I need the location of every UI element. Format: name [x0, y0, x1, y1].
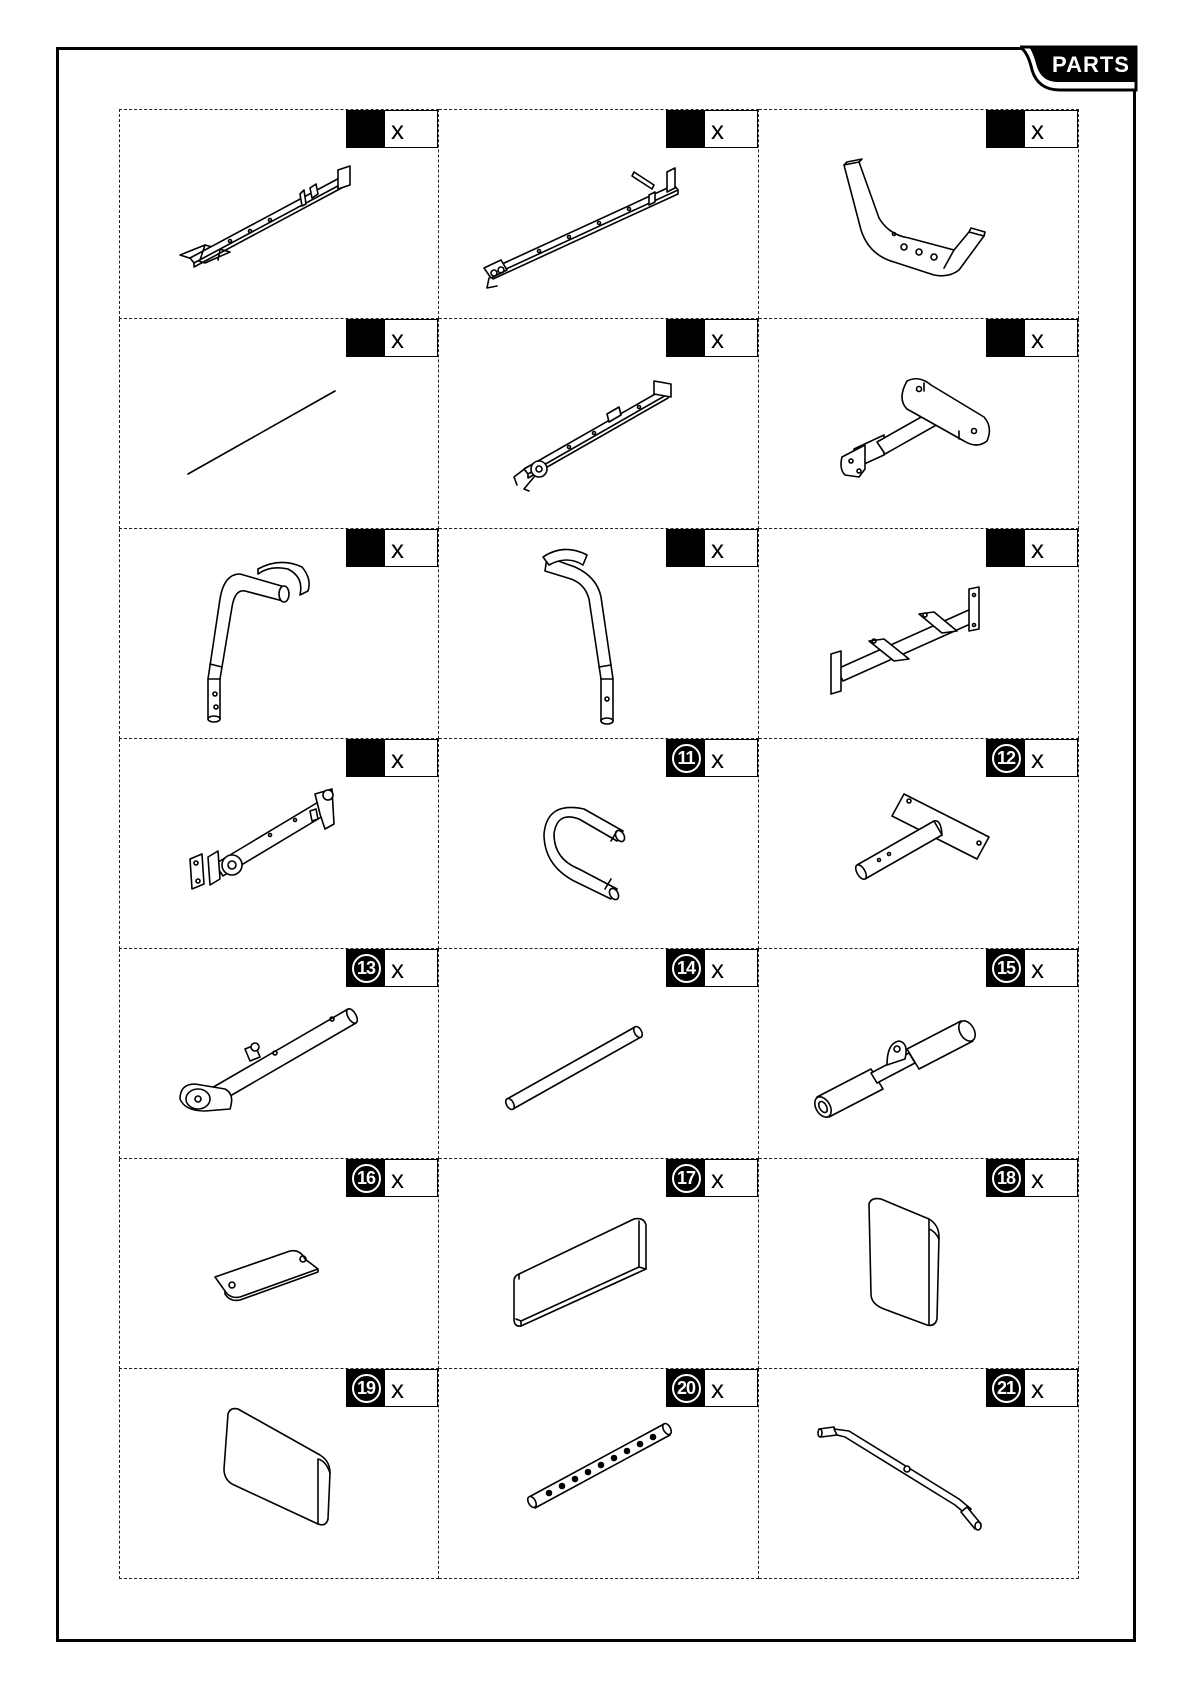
quantity-mark: x [711, 534, 724, 564]
quantity-mark: x [1031, 1164, 1044, 1194]
part-number-badge: 17 [672, 1164, 701, 1193]
tube-with-plate-icon [759, 739, 1079, 949]
part-number-badge: 14 [672, 954, 701, 983]
thin-rod-icon [120, 319, 440, 529]
part-number-badge: 12 [992, 744, 1021, 773]
part-cell [439, 739, 759, 949]
quantity-mark: x [391, 744, 404, 774]
part-cell [759, 319, 1079, 529]
quantity-mark: x [711, 744, 724, 774]
quantity-mark: x [391, 954, 404, 984]
part-cell [759, 1369, 1079, 1579]
tube-with-pulley-icon [120, 949, 440, 1159]
part-cell [119, 739, 439, 949]
pivot-tube-with-plates-icon [759, 319, 1079, 529]
part-number-badge: 18 [992, 1164, 1021, 1193]
bent-arm-tube-right-icon [439, 529, 759, 739]
quantity-mark: x [391, 115, 404, 145]
part-cell [759, 739, 1079, 949]
part-cell [119, 1159, 439, 1369]
part-cell [759, 529, 1079, 739]
part-cell [119, 109, 439, 319]
quantity-mark: x [1031, 954, 1044, 984]
part-cell [119, 1369, 439, 1579]
quantity-mark: x [391, 1164, 404, 1194]
quantity-mark: x [391, 324, 404, 354]
part-cell [439, 529, 759, 739]
quantity-mark: x [711, 324, 724, 354]
part-cell [759, 1159, 1079, 1369]
quantity-mark: x [1031, 744, 1044, 774]
part-cell [439, 1369, 759, 1579]
part-cell [119, 949, 439, 1159]
bent-arm-tube-left-icon [120, 529, 440, 739]
quantity-mark: x [711, 1164, 724, 1194]
quantity-mark: x [391, 534, 404, 564]
quantity-mark: x [1031, 1374, 1044, 1404]
quantity-mark: x [711, 115, 724, 145]
curved-u-frame-icon [759, 110, 1079, 320]
u-tube-icon [439, 739, 759, 949]
part-number-badge: 19 [352, 1374, 381, 1403]
part-cell [439, 109, 759, 319]
part-cell [119, 529, 439, 739]
section-title: PARTS [1052, 52, 1130, 77]
rail-with-pulley-bracket-icon [439, 319, 759, 529]
quantity-mark: x [1031, 115, 1044, 145]
quantity-mark: x [1031, 324, 1044, 354]
part-cell [439, 1159, 759, 1369]
part-cell [439, 949, 759, 1159]
long-frame-rail-icon [439, 110, 759, 320]
quantity-mark: x [391, 1374, 404, 1404]
tube-with-brackets-icon [759, 529, 1079, 739]
part-number-badge: 20 [672, 1374, 701, 1403]
long-seat-pad-icon [439, 1159, 759, 1369]
part-cell [439, 319, 759, 529]
quantity-mark: x [711, 954, 724, 984]
lat-bar-icon [759, 1369, 1079, 1579]
part-number-badge: 21 [992, 1374, 1021, 1403]
part-cell [759, 109, 1079, 319]
part-number-badge: 15 [992, 954, 1021, 983]
part-number-badge: 13 [352, 954, 381, 983]
parts-grid [119, 109, 1079, 1579]
arm-with-pulley-icon [120, 739, 440, 949]
part-number-badge: 11 [672, 744, 701, 773]
tube-with-holes-icon [439, 1369, 759, 1579]
part-cell [759, 949, 1079, 1159]
straight-tube-icon [439, 949, 759, 1159]
part-cell [119, 319, 439, 529]
frame-rail-with-plates-icon [120, 110, 440, 320]
flat-plate-icon [120, 1159, 440, 1369]
seat-pad-icon [120, 1369, 440, 1579]
quantity-mark: x [1031, 534, 1044, 564]
padded-handle-bar-icon [759, 949, 1079, 1159]
quantity-mark: x [711, 1374, 724, 1404]
part-number-badge: 16 [352, 1164, 381, 1193]
back-pad-icon [759, 1159, 1079, 1369]
